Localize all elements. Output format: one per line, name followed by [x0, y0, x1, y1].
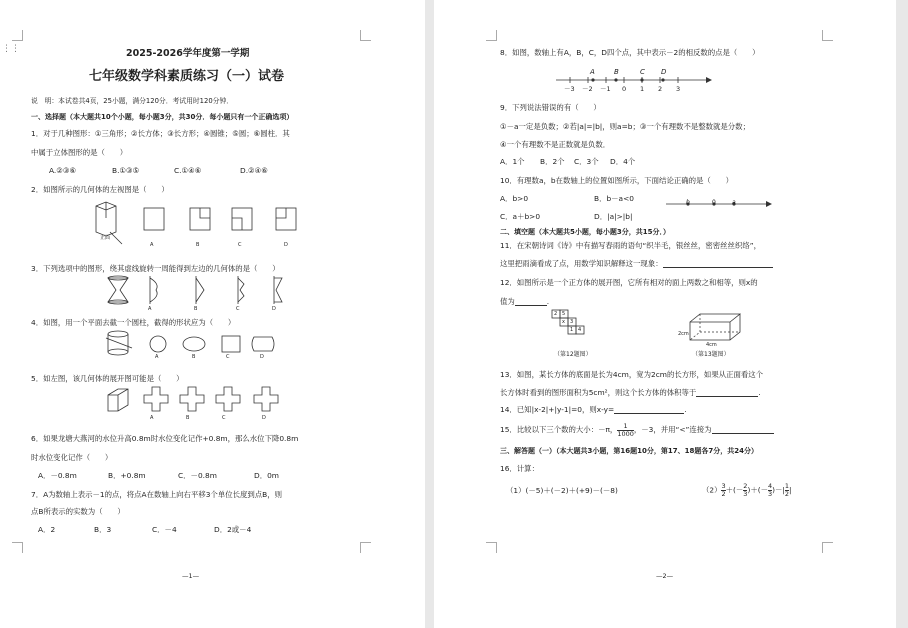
option: B.①③⑤ — [112, 166, 140, 175]
option: D．2或－4 — [214, 525, 252, 534]
option: A．b>0 — [500, 194, 529, 203]
question-text-span: 这里把雨滴看成了点，用数学知识解释这一现象： — [500, 259, 663, 268]
question-text: 9．下列说法错误的有（ ） — [500, 103, 601, 112]
question-text: 点B所表示的实数为（ ） — [31, 507, 125, 516]
option: D — [260, 354, 264, 360]
option: D．4个 — [610, 157, 636, 166]
question-text-span: ，－3，并用“<”连接为 — [633, 425, 712, 434]
question-text: 4．如图，用一个平面去截一个圆柱，截得的形状应为（ ） — [31, 318, 236, 327]
fraction — [785, 483, 789, 498]
tick-label: 2 — [658, 85, 663, 93]
option: C — [236, 306, 240, 312]
q3-figures — [104, 274, 284, 308]
numerator: 1 — [617, 423, 634, 431]
question-text: 7．A为数轴上表示－1的点，将点A在数轴上向右平移3个单位长度到点B，则 — [31, 490, 283, 499]
numerator: 3 — [721, 482, 726, 490]
section-heading: 一、选择题（本大题共10个小题，每小题3分，共30分．每小题只有一个正确选项） — [31, 113, 294, 121]
option: C．－0.8m — [178, 471, 217, 480]
answer-blank[interactable] — [696, 389, 758, 397]
point-label: A — [590, 68, 595, 76]
option: B．+0.8m — [108, 471, 146, 480]
question-text: 时水位变化记作（ ） — [31, 453, 113, 462]
answer-blank[interactable] — [663, 260, 773, 268]
q10-number-line — [666, 198, 776, 212]
question-text: 14．已知|x-2|+|y-1|=0，则x-y= . — [500, 405, 687, 414]
fraction — [768, 483, 772, 498]
question-text: 8．如图，数轴上有A，B，C，D四个点，其中表示－2的相反数的点是（ ） — [500, 48, 760, 57]
option: C — [222, 415, 226, 421]
question-text: 5．如左图，该几何体的展开图可能是（ ） — [31, 374, 184, 383]
crop-mark — [486, 30, 497, 41]
crop-mark — [12, 542, 23, 553]
question-text: 10．有理数a，b在数轴上的位置如图所示，下面结论正确的是（ ） — [500, 176, 733, 185]
question-text: 6．如果龙塘大燕河的水位升高0.8m时水位变化记作+0.8m，那么水位下降0.8m — [31, 434, 299, 443]
net-number: x — [562, 319, 565, 325]
option: B．2个 — [540, 157, 565, 166]
section-heading: 二、填空题（本大题共5小题，每小题3分，共15分．） — [500, 228, 670, 236]
option: A.②③⑥ — [49, 166, 77, 175]
tick-label: 1 — [640, 85, 645, 93]
tick-label: －2 — [582, 85, 593, 93]
exam-title: 2025-2026学年度第一学期 — [126, 48, 250, 59]
question-text: 长方体时看到的图形面积为5cm²，则这个长方体的体积等于 . — [500, 388, 761, 397]
option: B．b－a<0 — [594, 194, 634, 203]
denominator: 3 — [768, 490, 773, 498]
numerator: 4 — [768, 482, 773, 490]
option: B — [192, 354, 196, 360]
net-number: 1 — [570, 327, 574, 333]
question-text: 1．对于几种图形：①三角形；②长方体；③长方形；④圆锥；⑤圆；⑥圆柱．其 — [31, 129, 290, 138]
denominator: 2 — [721, 490, 726, 498]
dimension-label: 4cm — [706, 342, 717, 348]
dimension-label: 2cm — [678, 331, 689, 337]
option: B — [186, 415, 190, 421]
question-text-span: 长方体时看到的图形面积为5cm²，则这个长方体的体积等于 — [500, 388, 697, 397]
option: C．－4 — [152, 525, 177, 534]
question-text-span: 14．已知|x-2|+|y-1|=0，则x-y= — [500, 405, 615, 414]
question-text-span: 值为 — [500, 297, 515, 306]
question-text: ①－a一定是负数；②若|a|=|b|，则a=b；③一个有理数不是整数就是分数； — [500, 122, 750, 131]
point-label: a — [732, 199, 736, 206]
intro-text: 说 明：本试卷共4页，25小题，满分120分．考试用时120分钟． — [31, 97, 234, 105]
cuboid-figure — [690, 312, 750, 346]
section-heading: 三、解答题（一）（本大题共3小题，第16题10分，第17、18题各7分，共24分） — [500, 447, 758, 455]
question-text: 值为 . — [500, 297, 550, 306]
option: D．|a|>|b| — [594, 212, 633, 221]
option: A — [148, 306, 152, 312]
crop-mark — [360, 30, 371, 41]
option: C — [226, 354, 230, 360]
point-label: D — [661, 68, 667, 76]
point-label: C — [640, 68, 645, 76]
option: C.①④⑥ — [174, 166, 202, 175]
page-number: —2— — [656, 572, 674, 580]
option: B．3 — [94, 525, 112, 534]
page-1 — [0, 0, 425, 628]
option: D — [284, 242, 288, 248]
option: D — [262, 415, 266, 421]
denominator: 1000 — [617, 429, 634, 438]
question-text — [500, 259, 773, 268]
option: D．0m — [254, 471, 279, 480]
option: B — [196, 242, 200, 248]
exam-subtitle: 七年级数学科素质练习（一）试卷 — [89, 69, 285, 84]
point-label: 0 — [712, 199, 716, 206]
drag-handle-icon[interactable]: ⋮⋮ — [2, 44, 20, 54]
question-text: ④一个有理数不是正数就是负数． — [500, 140, 611, 149]
option: B — [194, 306, 198, 312]
question-text: 16．计算： — [500, 464, 539, 473]
question-text: 2．如图所示的几何体的左视图是（ ） — [31, 185, 169, 194]
denominator: 2 — [784, 490, 790, 498]
net-number: 4 — [578, 327, 582, 333]
net-number: 2 — [554, 311, 558, 317]
option: D — [272, 306, 276, 312]
question-text-span: 15．比较以下三个数的大小：－π， — [500, 425, 618, 434]
question-text: 3．下列选项中的图形，绕其虚线旋转一周能得到左边的几何体的是（ ） — [31, 264, 280, 273]
question-text: 12．如图所示是一个正方体的展开图，它所有相对的面上两数之和相等，则x的 — [500, 278, 758, 287]
crop-mark — [822, 542, 833, 553]
tick-label: 3 — [676, 85, 681, 93]
crop-mark — [822, 30, 833, 41]
option: A．1个 — [500, 157, 525, 166]
question-text: 中属于立体图形的是（ ） — [31, 148, 128, 157]
fraction — [721, 483, 725, 498]
option: C．a＋b>0 — [500, 212, 541, 221]
figure-caption: （第13题图） — [692, 351, 730, 358]
numerator: 1 — [784, 482, 790, 490]
page-number: —1— — [182, 572, 200, 580]
fraction — [617, 423, 634, 438]
option: C．3个 — [574, 157, 599, 166]
tick-label: －1 — [600, 85, 611, 93]
answer-blank[interactable] — [614, 406, 684, 414]
question-text: 13．如图，某长方体的底面是长为4cm，宽为2cm的长方形，如果从正面看这个 — [500, 370, 764, 379]
option: A — [150, 242, 154, 248]
figure-caption: （第12题图） — [554, 351, 592, 358]
denominator: 3 — [743, 490, 748, 498]
tick-label: －3 — [564, 85, 575, 93]
option: D.②④⑥ — [240, 166, 268, 175]
crop-mark — [12, 30, 23, 41]
point-label: b — [686, 199, 690, 206]
page-2 — [434, 0, 896, 628]
question-text: 11．在宋朝诗词《诗》中有描写春雨的语句“织半毛，银丝丝，密密丝丝织络”， — [500, 241, 761, 250]
subquestion-prefix: （2） — [702, 485, 722, 495]
q5-figures — [104, 385, 284, 419]
option: A — [155, 354, 159, 360]
question-text — [500, 421, 774, 439]
option: C — [238, 242, 242, 248]
numerator: 2 — [743, 482, 748, 490]
option: A．－0.8m — [38, 471, 77, 480]
fraction — [743, 483, 747, 498]
figure-label: 正面 — [100, 235, 111, 241]
net-number: 3 — [570, 319, 574, 325]
point-label: B — [614, 68, 619, 76]
crop-mark — [486, 542, 497, 553]
number-line — [556, 66, 716, 96]
net-number: 5 — [562, 311, 566, 317]
q4-figures — [104, 330, 276, 356]
subquestion: （2） $\frac{3}{2}$ ＋(－ $\frac{2}{3}$ )＋(－ $\frac{4}{3}$ )－| $\frac{1}{2}$ | — [702, 482, 792, 498]
crop-mark — [360, 542, 371, 553]
subquestion: （1）(－5)＋(－2)＋(+9)－(－8) — [506, 486, 618, 495]
answer-blank[interactable] — [515, 298, 547, 306]
option: A．2 — [38, 525, 56, 534]
option: A — [150, 415, 154, 421]
tick-label: 0 — [622, 85, 627, 93]
answer-blank[interactable] — [712, 426, 774, 434]
